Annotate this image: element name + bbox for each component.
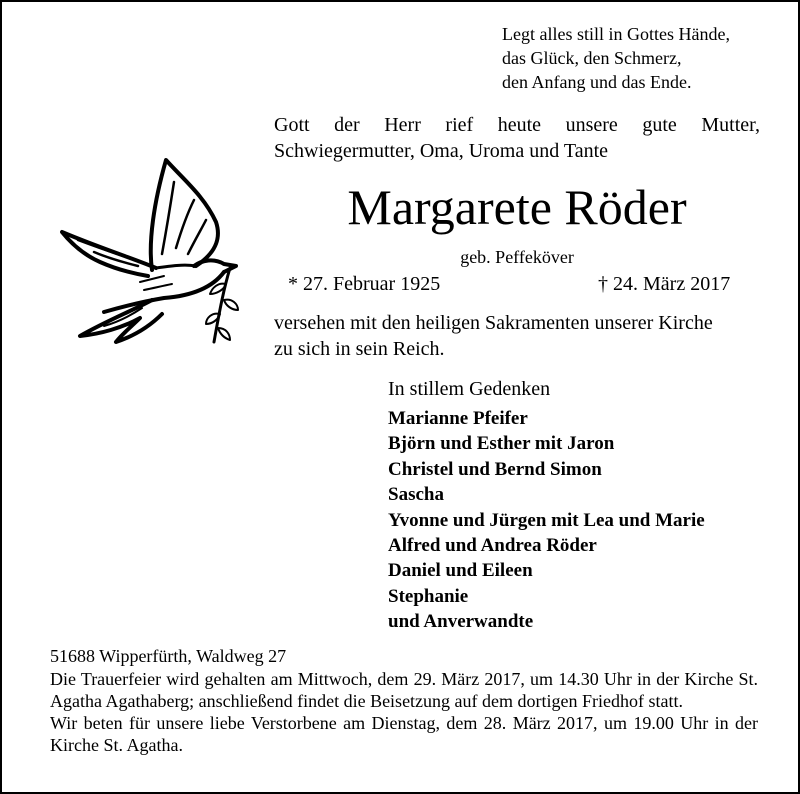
mourner-name: Sascha <box>388 484 444 506</box>
mourner-name: Marianne Pfeifer <box>388 408 528 429</box>
sacraments-text <box>274 310 760 362</box>
family-address: 51688 Wipperfürth, Waldweg 27 <box>50 646 287 666</box>
mourner-name: Björn und Esther mit Jaron <box>388 433 615 455</box>
service-notes <box>50 668 758 756</box>
deceased-name: Margarete Röder <box>347 179 687 235</box>
sacraments-line-1: versehen mit den heiligen Sakramenten unserer Kirche <box>274 312 713 334</box>
dove-with-olive-branch-icon <box>44 142 244 352</box>
funeral-note: Die Trauerfeier wird gehalten am Mittwoch, dem 29. März 2017, um 14.30 Uhr in der Kirche St. Agatha Agathaberg; anschließend findet die Beisetzung auf dem dortigen Friedhof statt. <box>50 669 758 711</box>
birth-date: * 27. Februar 1925 <box>288 273 441 295</box>
mourner-name: Yvonne und Jürgen mit Lea und Marie <box>388 509 705 531</box>
mourner-name: Alfred und Andrea Röder <box>388 535 597 557</box>
mourners-list <box>388 406 705 635</box>
death-date: † 24. März 2017 <box>598 273 731 295</box>
intro-text: Gott der Herr rief heute unsere gute Mutter, Schwiegermutter, Oma, Uroma und Tante <box>274 114 760 162</box>
motto-line-3: den Anfang und das Ende. <box>502 72 692 92</box>
mourner-name: Christel und Bernd Simon <box>388 458 602 480</box>
motto-line-2: das Glück, den Schmerz, <box>502 48 682 68</box>
in-memory-label: In stillem Gedenken <box>388 378 551 400</box>
sacraments-line-2: zu sich in sein Reich. <box>274 338 445 360</box>
maiden-name: geb. Peffeköver <box>460 247 574 267</box>
mourner-name: und Anverwandte <box>388 611 534 633</box>
prayer-note: Wir beten für unsere liebe Verstorbene am Dienstag, dem 28. März 2017, um 19.00 Uhr in der Kirche St. Agatha. <box>50 713 758 755</box>
motto-line-1: Legt alles still in Gottes Hände, <box>502 24 730 44</box>
motto-verse <box>502 22 730 94</box>
mourner-name: Stephanie <box>388 585 469 607</box>
mourner-name: Daniel und Eileen <box>388 560 533 582</box>
